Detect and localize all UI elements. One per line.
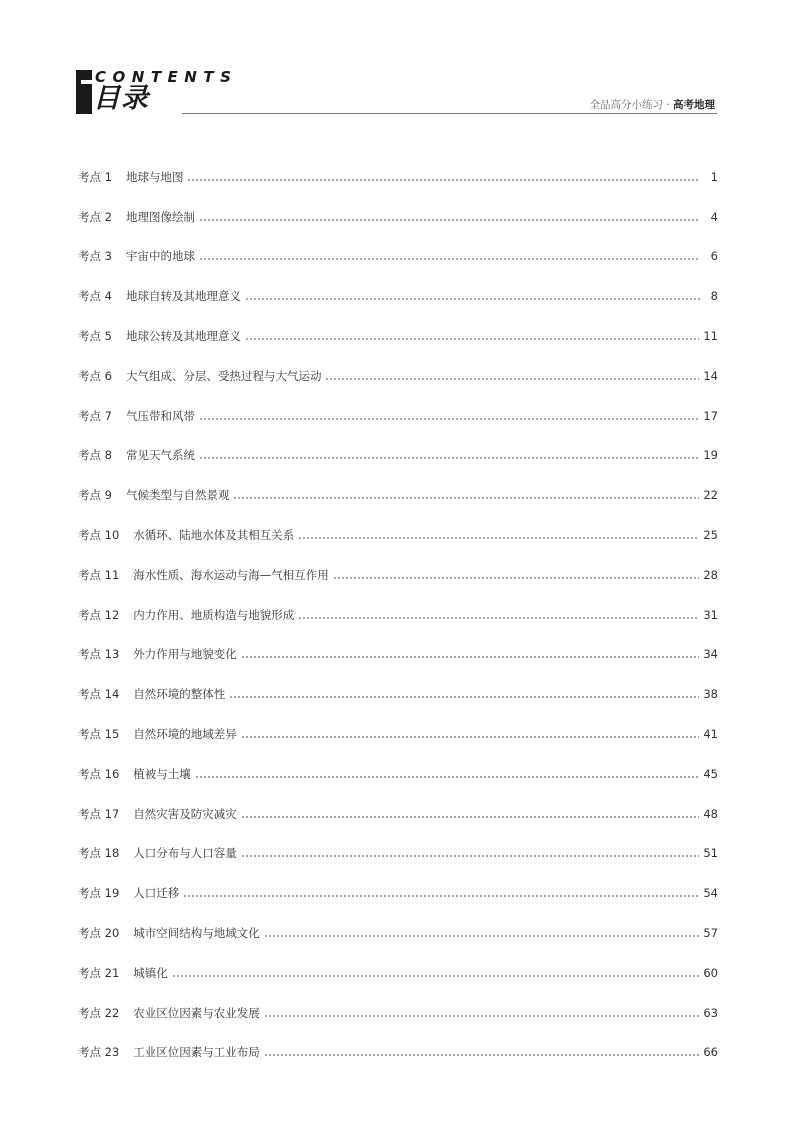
toc-entry-page: 17 xyxy=(703,408,718,423)
toc-dot-leader xyxy=(241,846,700,860)
toc-entry[interactable] xyxy=(78,873,718,913)
toc-dot-leader xyxy=(264,926,700,940)
toc-entry-page: 51 xyxy=(703,846,718,861)
toc-entry-title: 地球公转及其地理意义 xyxy=(125,329,241,344)
toc-entry[interactable] xyxy=(78,635,718,675)
toc-dot-leader xyxy=(264,1045,700,1059)
toc-entry-title: 地球自转及其地理意义 xyxy=(125,289,241,304)
toc-dot-leader xyxy=(199,210,700,224)
toc-dot-leader xyxy=(195,767,700,781)
toc-entry-title: 宇宙中的地球 xyxy=(125,249,195,264)
toc-entry-page: 1 xyxy=(710,169,718,184)
toc-entry-title: 人口迁移 xyxy=(133,886,180,901)
header-rule xyxy=(182,113,717,114)
toc-entry-code: 考点 18 xyxy=(78,846,120,861)
toc-entry-page: 31 xyxy=(703,607,718,622)
toc-entry[interactable] xyxy=(78,356,718,396)
toc-dot-leader xyxy=(325,369,699,383)
toc-dot-leader xyxy=(298,608,699,622)
toc-entry-code: 考点 2 xyxy=(78,209,112,224)
toc-entry[interactable] xyxy=(78,436,718,476)
toc-dot-leader xyxy=(241,647,700,661)
toc-dot-leader xyxy=(241,807,700,821)
toc-entry-title: 地理图像绘制 xyxy=(125,209,195,224)
toc-entry-page: 45 xyxy=(703,766,718,781)
toc-entry-page: 38 xyxy=(703,687,718,702)
toc-entry[interactable] xyxy=(78,953,718,993)
toc-entry-title: 内力作用、地质构造与地貌形成 xyxy=(133,607,295,622)
toc-dot-leader xyxy=(183,886,699,900)
toc-entry-page: 48 xyxy=(703,806,718,821)
toc-entry-title: 自然环境的整体性 xyxy=(133,687,226,702)
toc-entry-code: 考点 5 xyxy=(78,329,112,344)
toc-entry-title: 自然环境的地域差异 xyxy=(133,727,237,742)
toc-entry-code: 考点 16 xyxy=(78,766,120,781)
toc-entry[interactable] xyxy=(78,157,718,197)
toc-entry[interactable] xyxy=(78,754,718,794)
toc-entry-code: 考点 14 xyxy=(78,687,120,702)
toc-entry[interactable] xyxy=(78,276,718,316)
toc-entry-title: 气候类型与自然景观 xyxy=(125,488,230,503)
toc-entry-page: 25 xyxy=(703,528,718,543)
toc-entry-page: 63 xyxy=(703,1005,718,1020)
toc-entry[interactable] xyxy=(78,595,718,635)
toc-entry-code: 考点 23 xyxy=(78,1045,120,1060)
toc-dot-leader xyxy=(187,170,700,184)
toc-entry-title: 工业区位因素与工业布局 xyxy=(133,1045,260,1060)
toc-entry-code: 考点 17 xyxy=(78,806,120,821)
toc-entry-code: 考点 9 xyxy=(78,488,112,503)
toc-entry-title: 外力作用与地貌变化 xyxy=(133,647,237,662)
toc-entry-code: 考点 15 xyxy=(78,727,120,742)
toc-entry-title: 常见天气系统 xyxy=(125,448,195,463)
toc-entry-title: 海水性质、海水运动与海—气相互作用 xyxy=(133,567,329,582)
toc-entry-page: 57 xyxy=(703,926,718,941)
toc-entry-code: 考点 21 xyxy=(78,965,120,980)
series-name: 全品高分小练习 · xyxy=(589,99,673,111)
toc-dot-leader xyxy=(233,488,699,502)
toc-entry-title: 自然灾害及防灾减灾 xyxy=(133,806,237,821)
toc-entry-page: 11 xyxy=(703,329,718,344)
toc-entry-page: 54 xyxy=(703,886,718,901)
toc-entry[interactable] xyxy=(78,993,718,1033)
toc-entry-page: 8 xyxy=(710,289,718,304)
toc-entry-title: 人口分布与人口容量 xyxy=(133,846,237,861)
toc-entry-title: 地球与地图 xyxy=(125,169,184,184)
toc-entry-title: 农业区位因素与农业发展 xyxy=(133,1005,260,1020)
toc-entry-title: 水循环、陆地水体及其相互关系 xyxy=(133,528,295,543)
toc-entry[interactable] xyxy=(78,794,718,834)
toc-entry-page: 60 xyxy=(703,965,718,980)
toc-entry-code: 考点 11 xyxy=(78,567,120,582)
toc-entry-title: 城镇化 xyxy=(133,965,168,980)
toc-entry[interactable] xyxy=(78,834,718,874)
toc-entry-code: 考点 19 xyxy=(78,886,120,901)
header-series xyxy=(589,97,715,112)
toc-entry[interactable] xyxy=(78,475,718,515)
toc-dot-leader xyxy=(298,528,699,542)
toc-entry[interactable] xyxy=(78,913,718,953)
toc-entry-code: 考点 1 xyxy=(78,169,112,184)
logo-title: 目录 xyxy=(93,83,149,114)
toc-entry-code: 考点 7 xyxy=(78,408,112,423)
toc-entry-title: 植被与土壤 xyxy=(133,766,191,781)
toc-entry-code: 考点 6 xyxy=(78,368,112,383)
toc-dot-leader xyxy=(264,1006,700,1020)
toc-entry-code: 考点 22 xyxy=(78,1005,120,1020)
toc-entry-code: 考点 12 xyxy=(78,607,120,622)
toc-dot-leader xyxy=(229,687,699,701)
subject-name: 高考地理 xyxy=(673,99,715,111)
toc-entry[interactable] xyxy=(78,555,718,595)
toc-entry-title: 气压带和风带 xyxy=(125,408,195,423)
toc-entry[interactable] xyxy=(78,1033,718,1073)
toc-entry-page: 22 xyxy=(703,488,718,503)
toc-entry[interactable] xyxy=(78,674,718,714)
toc-dot-leader xyxy=(172,966,700,980)
toc-entry-page: 28 xyxy=(703,567,718,582)
toc-entry-code: 考点 20 xyxy=(78,926,120,941)
table-of-contents xyxy=(78,157,718,1072)
toc-entry-page: 6 xyxy=(710,249,718,264)
toc-entry[interactable] xyxy=(78,316,718,356)
toc-entry-page: 34 xyxy=(703,647,718,662)
toc-dot-leader xyxy=(199,448,699,462)
toc-entry-code: 考点 4 xyxy=(78,289,112,304)
logo-mark xyxy=(76,70,92,114)
toc-entry-page: 41 xyxy=(703,727,718,742)
toc-entry[interactable] xyxy=(78,515,718,555)
page-header xyxy=(0,0,793,125)
toc-dot-leader xyxy=(245,329,699,343)
toc-entry[interactable] xyxy=(78,396,718,436)
toc-dot-leader xyxy=(241,727,700,741)
toc-entry[interactable] xyxy=(78,237,718,277)
toc-entry-page: 66 xyxy=(703,1045,718,1060)
toc-entry-code: 考点 8 xyxy=(78,448,112,463)
toc-entry-code: 考点 13 xyxy=(78,647,120,662)
toc-entry-page: 19 xyxy=(703,448,718,463)
toc-dot-leader xyxy=(199,409,699,423)
toc-entry-title: 城市空间结构与地域文化 xyxy=(133,926,260,941)
toc-entry-page: 14 xyxy=(703,368,718,383)
toc-entry-page: 4 xyxy=(710,209,718,224)
toc-entry-code: 考点 10 xyxy=(78,528,120,543)
toc-entry[interactable] xyxy=(78,714,718,754)
toc-entry-title: 大气组成、分层、受热过程与大气运动 xyxy=(125,368,322,383)
toc-dot-leader xyxy=(245,289,700,303)
toc-entry-code: 考点 3 xyxy=(78,249,112,264)
toc-entry[interactable] xyxy=(78,197,718,237)
toc-dot-leader xyxy=(333,568,700,582)
logo-contents-text: CONTENTS xyxy=(95,68,238,86)
toc-dot-leader xyxy=(199,249,700,263)
